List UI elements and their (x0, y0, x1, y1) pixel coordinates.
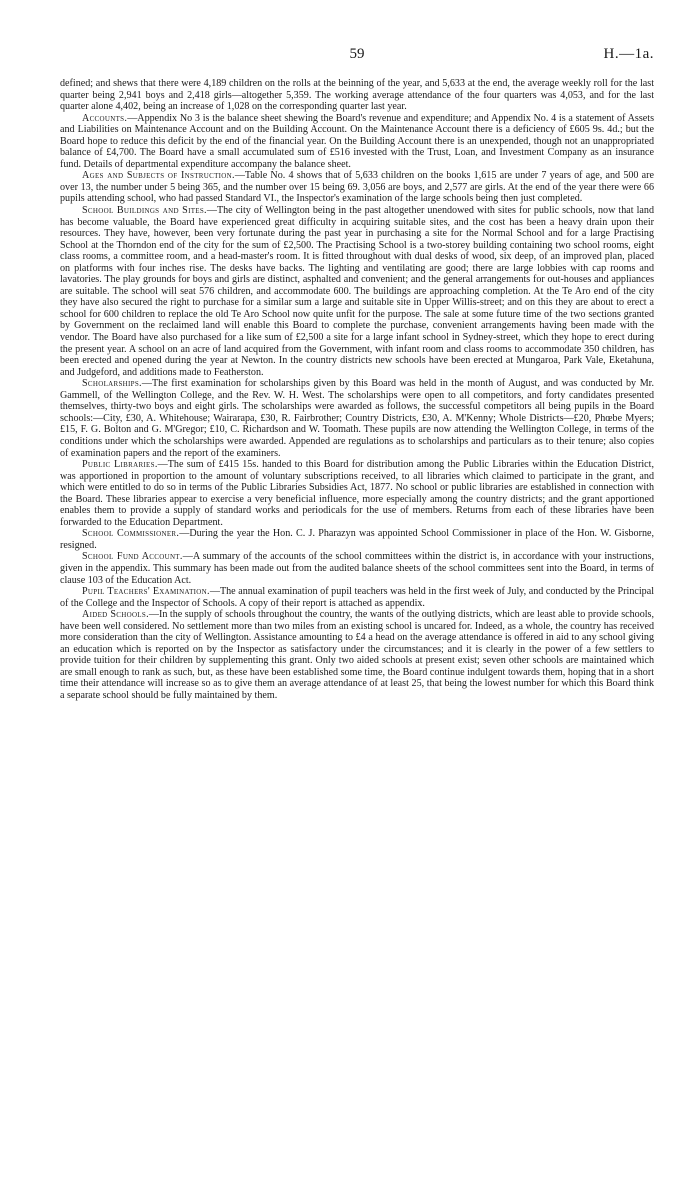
paragraph (60, 78, 654, 113)
paragraph (60, 113, 654, 171)
paragraph-text: —The city of Wellington being in the past altogether unendowed with sites for public schools, now that land has become valuable, the Board have experienced great difficulty in acquiring suitable sites, and the cost has been a heavy drain upon their resources. They have, however, been very fortunate during the past year in purchasing a site for the Normal School and for a large Practising School at the Thorndon end of the city for the sum of £2,500. The Practising School is a two-storey building containing two school rooms, eight class rooms, a committee room, and a head-master's room. It is fitted throughout with dual desks of wood, six deep, of an improved plan, placed on platforms with four inches rise. The desks have backs. The lighting and ventilating are good; there are large lobbies with cap rooms and lavatories. The play grounds for boys and girls are distinct, asphalted and convenient; and the general arrangements for out-houses and appliances are suitable. The school will seat 576 children, and accommodate 600. The buildings are approaching completion. At the Te Aro end of the city they have also secured the right to purchase for a similar sum a large and suitable site in Upper Willis-street; and on this they are about to erect a school for 600 children to replace the old Te Aro School now quite unfit for the purpose. The sale at some future time of the two sections granted by Government on the reclaimed land will enable this Board to complete the purchase, convenient arrangements having been made with the vendor. The Board have also purchased for a like sum of £2,500 a site for a large infant school in Sydney-street, which they hope to erect during the present year. A school on an acre of land acquired from the Government, with infant room and class rooms to accommodate 350 children, has been erected and opened during the year at Newton. In the country districts new schools have been erected at Mungaroa, Park Vale, Eketahuna, and Judgeford, and additions made to Featherston. (60, 205, 654, 378)
section-heading: Aided Schools. (82, 609, 149, 621)
paragraph (60, 551, 654, 586)
paragraph-text: defined; and shews that there were 4,189 children on the rolls at the beinning of the year, and 5,633 at the end, the average weekly roll for the last quarter being 2,941 boys and 2,418 girls—altogether 5,359. The working average attendance of the four quarters was 4,053, and for the last quarter alone 4,402, being an increase of 1,028 on the corresponding quarter last year. (60, 78, 654, 113)
section-heading: School Fund Account. (82, 551, 183, 563)
page-number: 59 (349, 46, 365, 62)
section-heading: Scholarships. (82, 378, 142, 390)
paragraph (60, 528, 654, 551)
paragraph (60, 609, 654, 701)
paragraph-text: —The first examination for scholarships given by this Board was held in the month of August, and was conducted by Mr. Gammell, of the Wellington College, and the Rev. W. H. West. The scholarships were open to all competitors, and forty candidates presented themselves, thirty-two boys and eight girls. The scholarships were awarded as follows, the successful competitors all being pupils in the Board schools:—City, £30, A. Whitehouse; Wairarapa, £30, R. Fairbrother; Country Districts, £30, A. M'Kenny; Whole Districts—£20, Phœbe Myers; £15, F. G. Bolton and G. M'Gregor; £10, C. Richardson and W. Toomath. These pupils are now attending the Wellington College, in terms of the conditions under which the scholarships were awarded. Appended are regulations as to scholarships and particulars as to their tenure; also copies of examination papers and the report of the examiners. (60, 378, 654, 459)
paragraph-text: —Appendix No 3 is the balance sheet shewing the Board's revenue and expenditure; and Appendix No. 4 is a statement of Assets and Liabilities on Maintenance Account and on the Building Account. On the Maintenance Account there is a deficiency of £605 9s. 4d.; but the Board hope to reduce this deficit by the end of the financial year. On the Building Account there is an unexpended, though not an unappropriated balance of £4,700. The Board have a small accumulated sum of £516 invested with the Trust, Loan, and Investment Company as an insurance fund. Details of departmental expenditure accompany the balance sheet. (60, 112, 654, 170)
section-heading: Ages and Subjects of Instruction. (82, 170, 235, 182)
paragraph-text: —The sum of £415 15s. handed to this Board for distribution among the Public Libraries within the Education District, was apportioned in proportion to the amount of voluntary subscriptions received, to all libraries which claimed to participate in the grant, and which were entitled to do so in terms of the Public Libraries Subsidies Act, 1877. No school or public libraries are established in connection with the Board. These libraries appear to exercise a very beneficial influence, more especially among the country districts; and the grant apportioned enables them to provide a supply of standard works and periodicals for the use of members. Returns from each of these libraries have been forwarded to the Education Department. (60, 459, 654, 528)
section-heading: School Commissioner. (82, 528, 180, 540)
paragraph-text: —Table No. 4 shows that of 5,633 children on the books 1,615 are under 7 years of age, and 500 are over 13, the number under 5 being 365, and the number over 15 being 69. 3,056 are boys, and 2,577 are girls. At the end of the year there were 66 pupils attending school, who had passed Standard VI., the Inspector's examination of the large schools being then just completed. (60, 170, 655, 205)
page-header (60, 46, 654, 66)
section-heading: Accounts. (82, 112, 128, 124)
paragraph-text: —During the year the Hon. C. J. Pharazyn was appointed School Commissioner in place of the Hon. W. Gisborne, resigned. (60, 528, 654, 551)
body-text (60, 78, 654, 702)
paragraph (60, 378, 654, 459)
paragraph (60, 586, 654, 609)
section-heading: Public Libraries. (82, 459, 158, 471)
paragraph-text: —A summary of the accounts of the school committees within the district is, in accordance with your instructions, given in the appendix. This summary has been made out from the audited balance sheets of the school committees sent into the Board, in terms of clause 103 of the Education Act. (60, 551, 654, 586)
section-heading: Pupil Teachers' Examination. (82, 586, 210, 598)
section-heading: School Buildings and Sites. (82, 205, 207, 217)
paragraph-text: —The annual examination of pupil teachers was held in the first week of July, and conducted by the Principal of the College and the Inspector of Schools. A copy of their report is attached as appendix. (60, 586, 655, 609)
paragraph-text: —In the supply of schools throughout the country, the wants of the outlying districts, which are least able to provide schools, have been well considered. No settlement more than two miles from an existing school is uncared for. Indeed, as a whole, the country has received more consideration than the city of Wellington. Assistance amounting to £4 a head on the average attendance is offered in aid to any school giving an education which is reported on by the Inspector as satisfactory under the circumstances; and it is clearly in the power of a few settlers to provide tuition for their children by supplementing this grant. Only two aided schools at present exist; seven other schools are maintained which are small enough to rank as such, but, as these have been established some time, the Board continue indulgent towards them, hoping that in a short time their attendance will increase so as to give them an average attendance of at least 25, that being the lowest number for which this Board think a separate school should be fully maintained by them. (60, 609, 654, 701)
document-reference: H.—1a. (603, 46, 654, 62)
paragraph (60, 170, 654, 205)
paragraph (60, 205, 654, 378)
paragraph (60, 459, 654, 528)
